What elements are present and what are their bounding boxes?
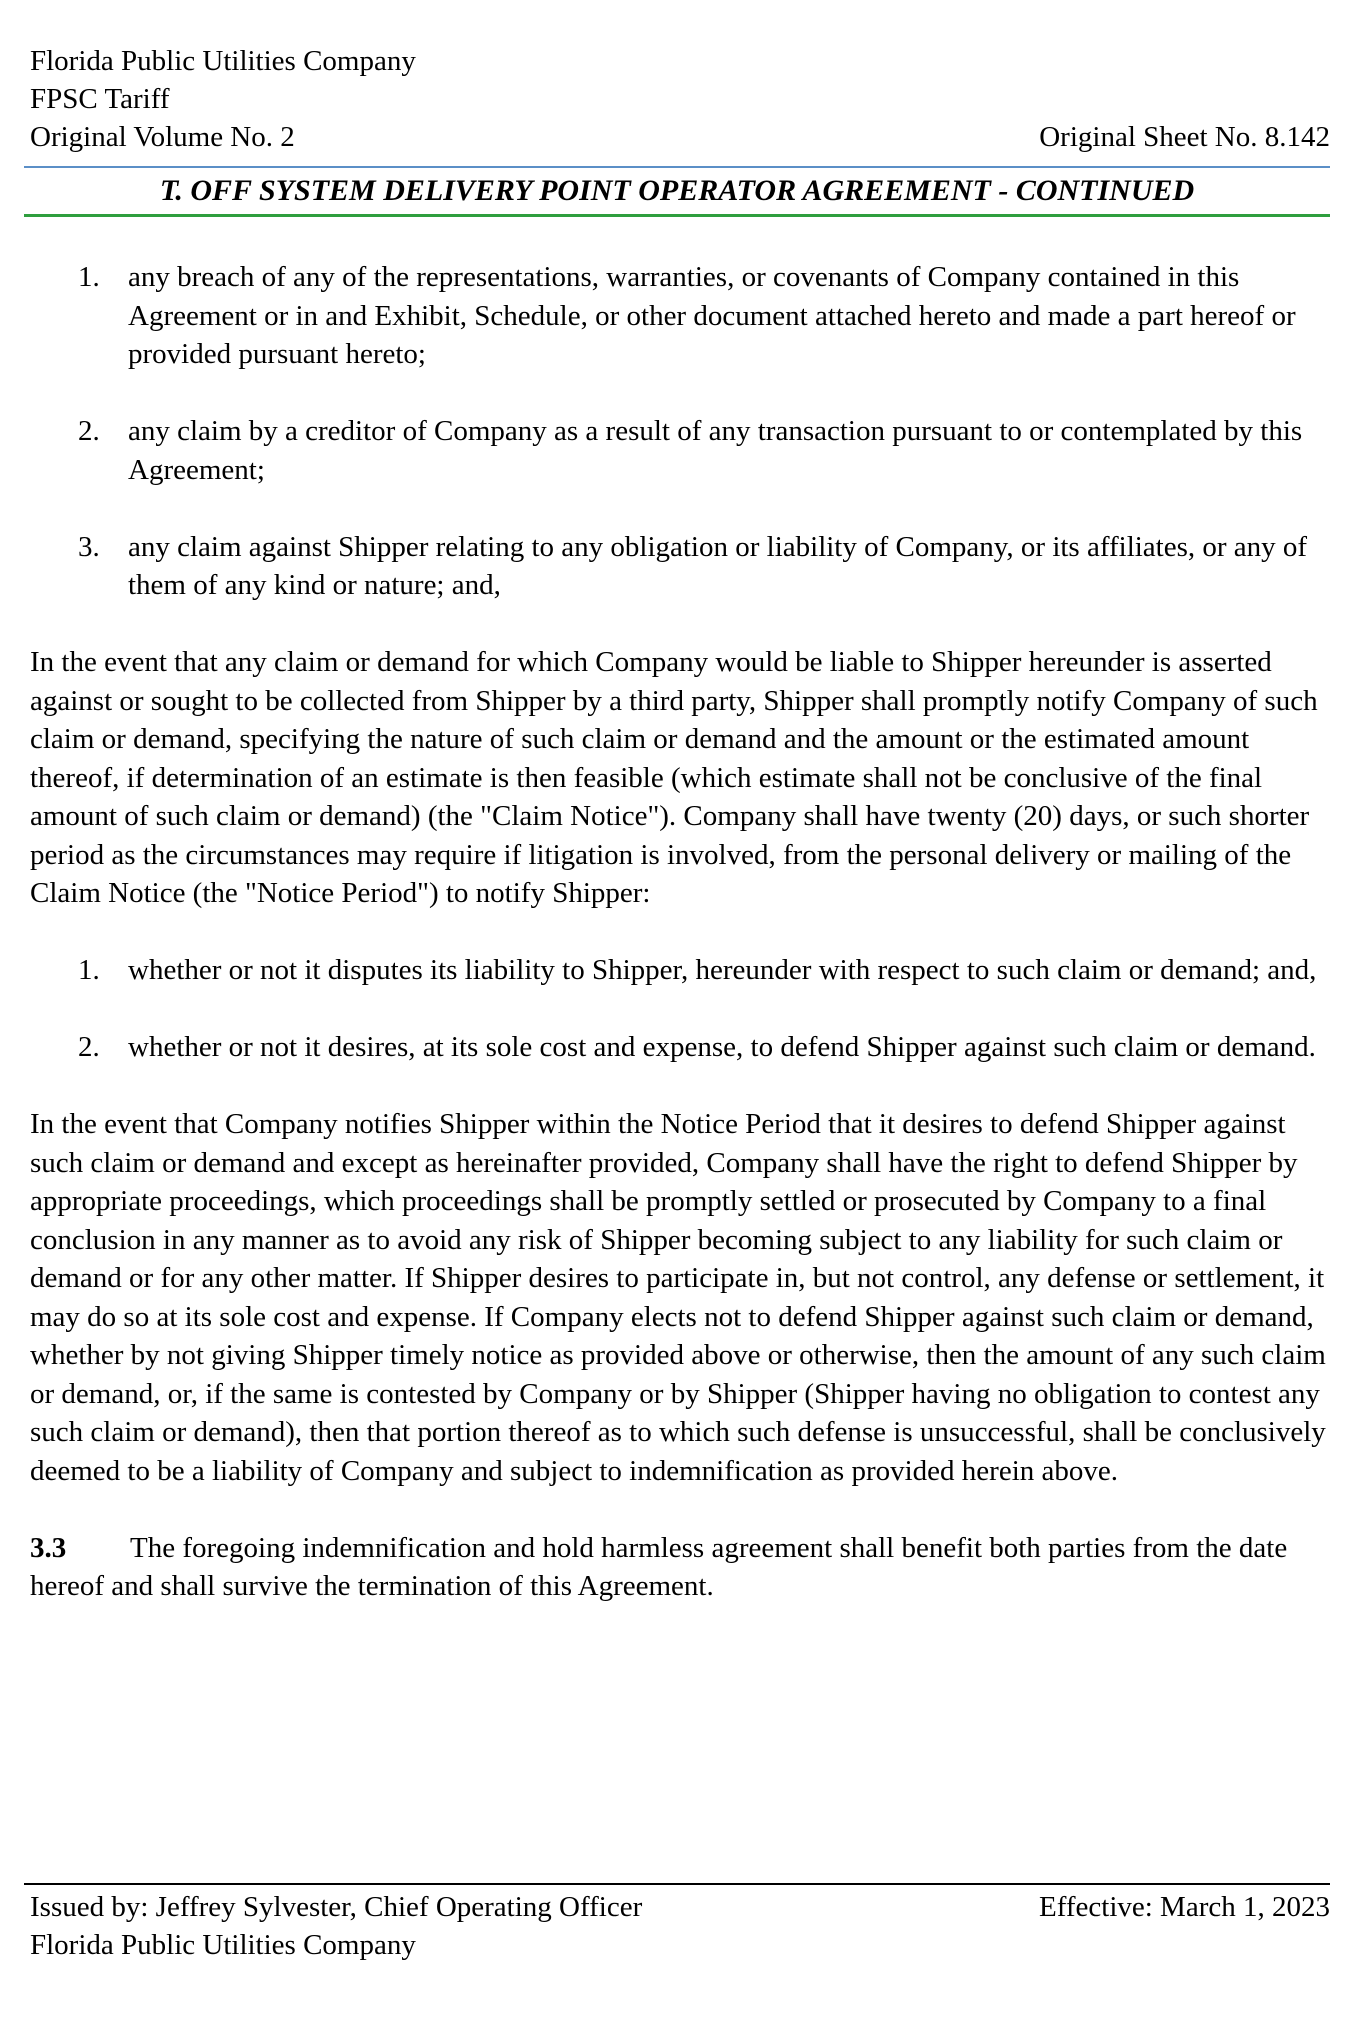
header-row — [30, 118, 1330, 156]
page-header — [30, 42, 1330, 156]
list-item-text: any breach of any of the representations, warranties, or covenants of Company contained in this Agreement or in and Exhibit, Schedule, or other document attached hereto and made a part hereof or provided pursuant hereto; — [128, 261, 1296, 370]
footer-issued-by: Issued by: Jeffrey Sylvester, Chief Operating Officer — [30, 1891, 643, 1923]
list-item — [30, 528, 1330, 605]
footer-company: Florida Public Utilities Company — [30, 1929, 416, 1961]
header-company: Florida Public Utilities Company — [30, 45, 416, 77]
list-item — [30, 1028, 1330, 1067]
defense-paragraph: In the event that Company notifies Shipper within the Notice Period that it desires to defend Shipper against such claim or demand and except as hereinafter provided, Company shall have the right to defend Shipper by appropriate proceedings, which proceedings shall be promptly settled or prosecuted by Company to a final conclusion in any manner as to avoid any risk of Shipper becoming subject to any liability for such claim or demand or for any other matter. If Shipper desires to participate in, but not control, any defense or settlement, it may do so at its sole cost and expense. If Company elects not to defend Shipper against such claim or demand, whether by not giving Shipper timely notice as provided above or otherwise, then the amount of any such claim or demand, or, if the same is contested by Company or by Shipper (Shipper having no obligation to contest any such claim or demand), then that portion thereof as to which such defense is unsuccessful, shall be conclusively deemed to be a liability of Company and subject to indemnification as provided herein above. — [30, 1108, 1326, 1487]
footer-row — [30, 1888, 1330, 1926]
list-item — [30, 951, 1330, 990]
section-title: T. OFF SYSTEM DELIVERY POINT OPERATOR AGREEMENT - CONTINUED — [159, 174, 1195, 207]
list-item-number: 3. — [78, 530, 100, 563]
list-item — [30, 258, 1330, 374]
header-divider-green — [24, 214, 1330, 217]
section-3-3 — [30, 1529, 1330, 1606]
list-item-text: any claim against Shipper relating to any obligation or liability of Company, or its affiliates, or any of them of any kind or nature; and, — [128, 530, 1308, 601]
section-3-3-text: The foregoing indemnification and hold harmless agreement shall benefit both parties from the date hereof and shall survive the termination of this Agreement. — [30, 1531, 1288, 1602]
header-volume: Original Volume No. 2 — [30, 121, 295, 153]
list-item-text: whether or not it disputes its liability to Shipper, hereunder with respect to such claim or demand; and, — [128, 954, 1317, 986]
list-item-number: 2. — [78, 1031, 100, 1063]
footer-divider — [24, 1883, 1330, 1885]
notify-list — [30, 951, 1330, 1067]
document-body — [30, 258, 1330, 1606]
page-footer — [30, 1888, 1330, 1964]
header-sheet-number: Original Sheet No. 8.142 — [1039, 121, 1330, 153]
list-item-text: any claim by a creditor of Company as a result of any transaction pursuant to or contemplated by this Agreement; — [128, 415, 1303, 486]
section-3-3-label: 3.3 — [30, 1531, 67, 1564]
indemnity-list — [30, 258, 1330, 605]
list-item-number: 1. — [78, 261, 100, 293]
list-item-number: 2. — [78, 415, 100, 447]
claim-notice-paragraph: In the event that any claim or demand for which Company would be liable to Shipper hereunder is asserted against or sought to be collected from Shipper by a third party, Shipper shall promptly notify Company of such claim or demand, specifying the nature of such claim or demand and the amount or the estimated amount thereof, if determination of an estimate is then feasible (which estimate shall not be conclusive of the final amount of such claim or demand) (the "Claim Notice"). Company shall have twenty (20) days, or such shorter period as the circumstances may require if litigation is involved, from the personal delivery or mailing of the Claim Notice (the "Notice Period") to notify Shipper: — [30, 646, 1318, 909]
header-tariff: FPSC Tariff — [30, 83, 170, 115]
list-item-number: 1. — [78, 954, 100, 986]
footer-effective-date: Effective: March 1, 2023 — [1039, 1891, 1330, 1923]
header-divider-blue — [24, 166, 1330, 168]
list-item-text: whether or not it desires, at its sole cost and expense, to defend Shipper against such claim or demand. — [128, 1031, 1316, 1063]
list-item — [30, 412, 1330, 489]
